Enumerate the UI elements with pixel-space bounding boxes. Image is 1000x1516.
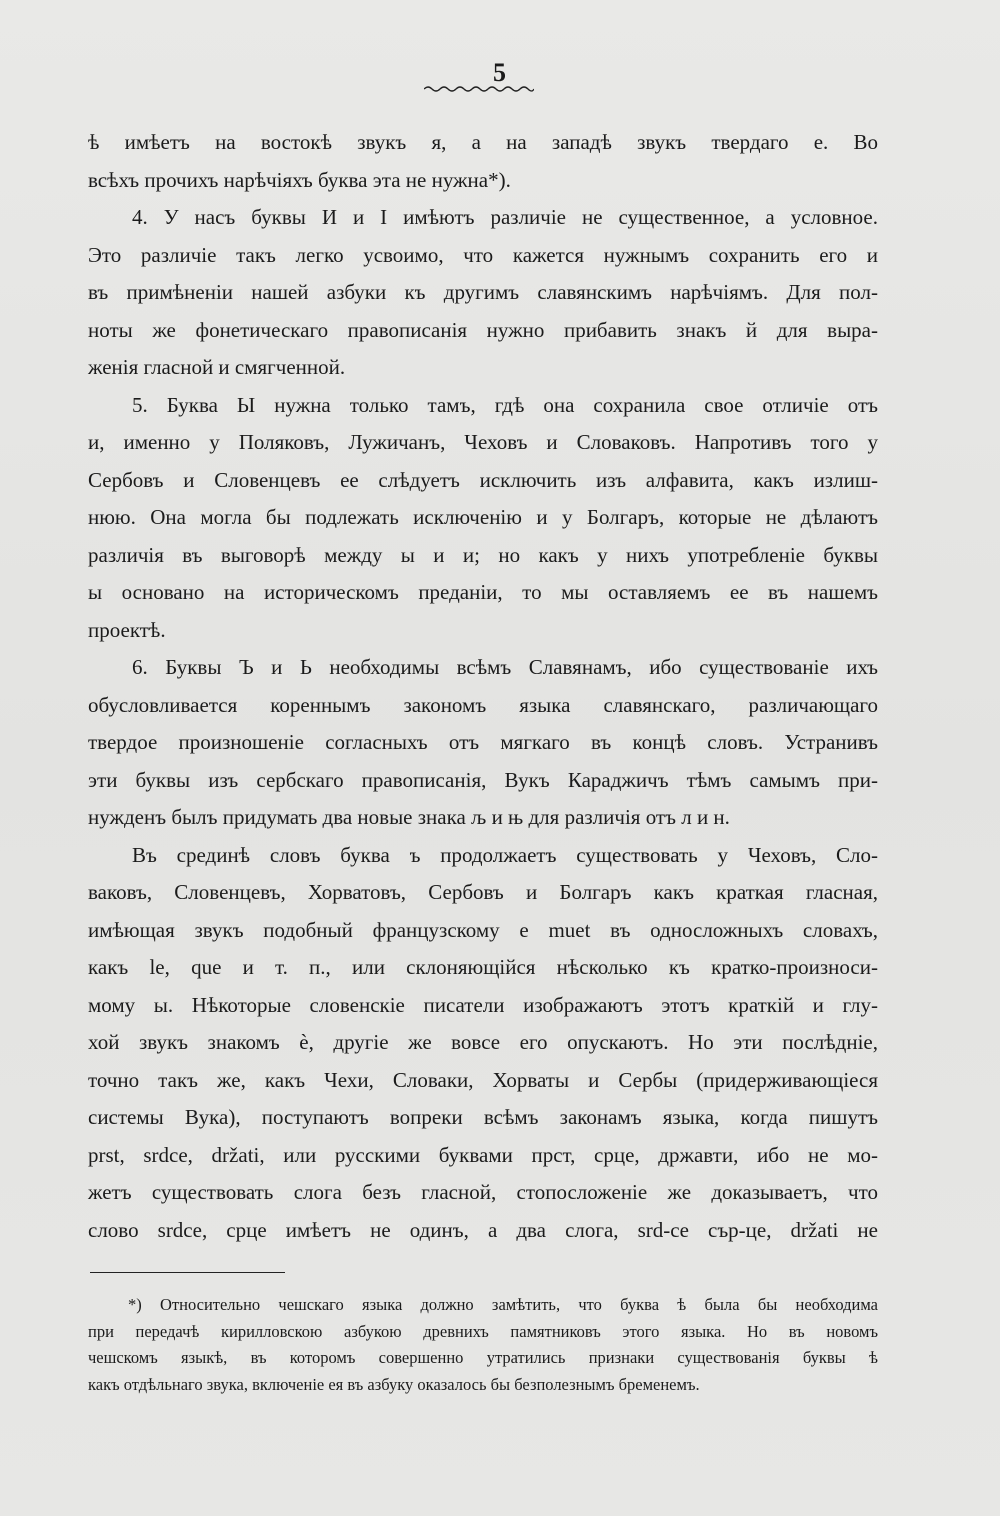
text-line: ѣ имѣетъ на востокѣ звукъ я, а на западѣ звукъ твердаго е. Во	[88, 130, 878, 154]
text-line: Это различіе такъ легко усвоимо, что кажется нужнымъ сохранить его и	[88, 242, 878, 267]
text-line: твердое произношеніе согласныхъ отъ мягкаго въ концѣ словъ. Устранивъ	[88, 730, 878, 754]
text-line: Въ срединѣ словъ буква ъ продолжаетъ существовать у Чеховъ, Сло-	[132, 842, 878, 867]
text-line: 4. У насъ буквы И и I имѣютъ различіе не существенное, а условное.	[132, 205, 878, 229]
text-line: ы основано на историческомъ преданіи, то мы оставляемъ ее въ нашемъ	[88, 580, 878, 604]
text-line: системы Вука), поступаютъ вопреки всѣмъ законамъ языка, когда пишутъ	[88, 1105, 878, 1129]
text-line: хой звукъ знакомъ è, другіе же вовсе его опускаютъ. Но эти послѣдніе,	[88, 1030, 878, 1054]
text-line: различія въ выговорѣ между ы и и; но какъ у нихъ употребленіе буквы	[88, 542, 878, 567]
ornament-divider	[424, 84, 534, 94]
footnote	[88, 1292, 878, 1398]
text-line: мому ы. Нѣкоторые словенскіе писатели изображаютъ этотъ краткій и глу-	[88, 992, 878, 1017]
text-line: проектѣ.	[88, 617, 166, 642]
text-line: жетъ существовать слога безъ гласной, стопосложеніе же доказываетъ, что	[88, 1180, 878, 1204]
text-line: ноты же фонетическаго правописанія нужно прибавить знакъ й для выра-	[88, 317, 878, 342]
text-line: эти буквы изъ сербскаго правописанія, Вукъ Караджичъ тѣмъ самымъ при-	[88, 767, 878, 792]
text-line: слово srdce, срце имѣетъ не одинъ, а два слога, srd-ce сър-це, držati не	[88, 1217, 878, 1242]
page-number: 5	[493, 58, 507, 87]
text-line: и, именно у Поляковъ, Лужичанъ, Чеховъ и Словаковъ. Напротивъ того у	[88, 430, 878, 454]
footnote-line: *) Относительно чешскаго языка должно замѣтить, что буква ѣ была бы необходима	[128, 1295, 878, 1314]
footnote-rule	[90, 1272, 285, 1273]
text-line: нюю. Она могла бы подлежать исключенію и у Болгаръ, которые не дѣлаютъ	[88, 505, 878, 529]
footnote-line: при передачѣ кирилловскою азбукою древнихъ памятниковъ этого языка. Но въ новомъ	[88, 1321, 878, 1341]
text-line: нужденъ былъ придумать два новые знака љ и њ для различія отъ л и н.	[88, 805, 730, 829]
text-line: ваковъ, Словенцевъ, Хорватовъ, Сербовъ и Болгаръ какъ краткая гласная,	[88, 880, 878, 904]
text-line: имѣющая звукъ подобный французскому e muet въ односложныхъ словахъ,	[88, 917, 878, 942]
footnote-line: чешскомъ языкѣ, въ которомъ совершенно утратились признаки существованія буквы ѣ	[88, 1348, 878, 1367]
text-line: 5. Буква Ы нужна только тамъ, гдѣ она сохранила свое отличіе отъ	[132, 392, 878, 417]
text-line: обусловливается кореннымъ закономъ языка славянскаго, различающаго	[88, 692, 878, 717]
text-line: въ примѣненіи нашей азбуки къ другимъ славянскимъ нарѣчіямъ. Для пол-	[88, 280, 878, 304]
footnote-line: какъ отдѣльнаго звука, включеніе ея въ азбуку оказалось бы безполезнымъ бременемъ.	[88, 1374, 700, 1394]
text-line: Сербовъ и Словенцевъ ее слѣдуетъ исключить изъ алфавита, какъ излиш-	[88, 467, 878, 492]
text-line: prst, srdce, držati, или русскими буквами прст, срце, државти, ибо не мо-	[88, 1142, 878, 1167]
main-text	[88, 124, 878, 1249]
text-line: женія гласной и смягченной.	[88, 355, 346, 379]
text-line: всѣхъ прочихъ нарѣчіяхъ буква эта не нужна*).	[88, 167, 511, 192]
text-line: какъ le, que и т. п., или склоняющійся нѣсколько къ кратко-произноси-	[88, 955, 878, 979]
text-line: точно такъ же, какъ Чехи, Словаки, Хорваты и Сербы (придерживающіеся	[88, 1067, 878, 1092]
text-line: 6. Буквы Ъ и Ь необходимы всѣмъ Славянамъ, ибо существованіе ихъ	[132, 655, 878, 679]
